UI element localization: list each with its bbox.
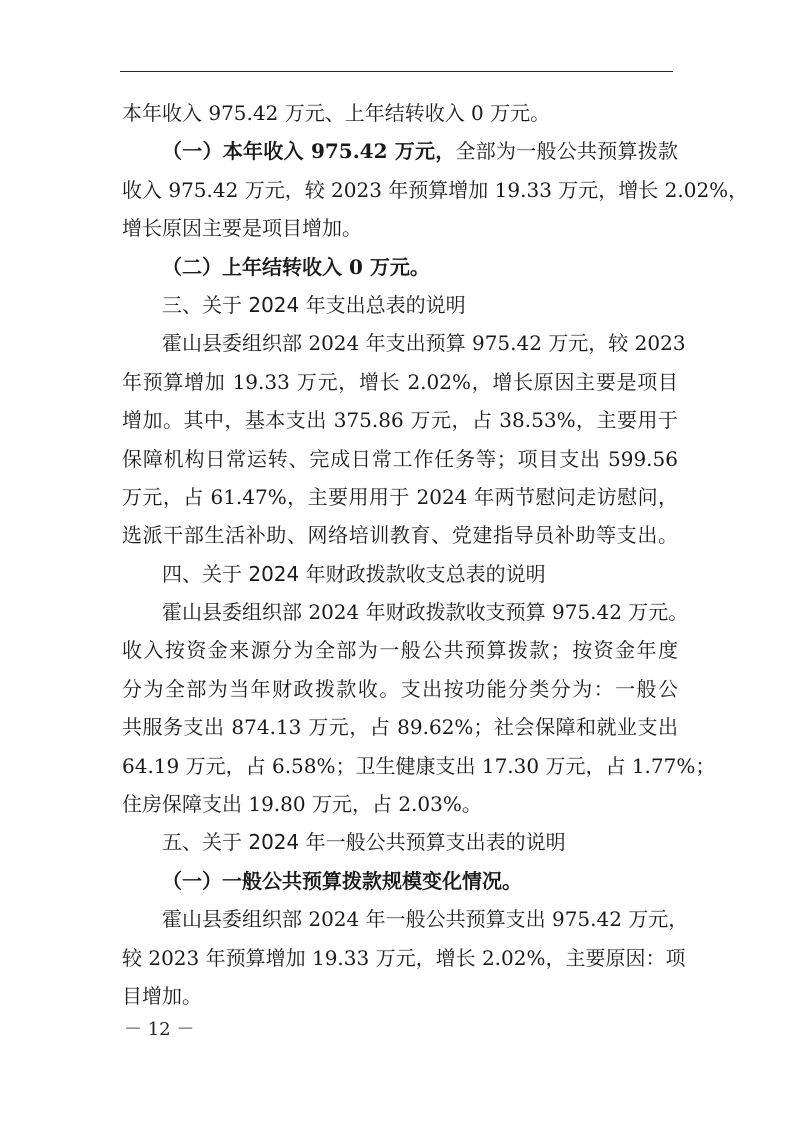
paragraph-line: 选派干部生活补助、网络培训教育、党建指导员补助等支出。 [122, 523, 678, 548]
paragraph-line: 万元，占 61.47%，主要用用于 2024 年两节慰问走访慰问， [122, 484, 678, 509]
income-summary-line [122, 132, 678, 170]
paragraph-line: 保障机构日常运转、完成日常工作任务等；项目支出 599.56 [122, 446, 678, 471]
document-body [122, 94, 749, 1015]
paragraph-line: 住房保障支出 19.80 万元，占 2.03%。 [122, 792, 482, 817]
paragraph-line: 本年收入 975.42 万元、上年结转收入 0 万元。 [122, 101, 551, 125]
paragraph-line: 增长原因主要是项目增加。 [122, 216, 362, 241]
paragraph-line: 共服务支出 874.13 万元，占 89.62%；社会保障和就业支出 [122, 715, 678, 740]
header-rule [120, 71, 673, 72]
paragraph-line: 年预算增加 19.33 万元，增长 2.02%，增长原因主要是项目 [122, 369, 678, 394]
paragraph-line: 较 2023 年预算增加 19.33 万元，增长 2.02%，主要原因：项 [122, 945, 686, 970]
paragraph-line: 收入按资金来源分为全部为一般公共预算拨款；按资金年度 [122, 638, 678, 663]
section-heading: 三、关于 2024 年支出总表的说明 [162, 292, 466, 317]
page-number: － 12 － [124, 1019, 195, 1040]
paragraph-line: 收入 975.42 万元，较 2023 年预算增加 19.33 万元，增长 2.02%， [122, 177, 749, 202]
paragraph-line: 64.19 万元，占 6.58%；卫生健康支出 17.30 万元，占 1.77%； [122, 753, 716, 778]
section-subheading: （一）一般公共预算拨款规模变化情况。 [162, 868, 522, 893]
section-subheading: （二）上年结转收入 0 万元。 [162, 254, 430, 279]
paragraph-line: 霍山县委组织部 2024 年支出预算 975.42 万元，较 2023 [162, 331, 686, 356]
section-subheading: （一）本年收入 975.42 万元， [162, 139, 456, 164]
paragraph-line: 目增加。 [122, 983, 202, 1008]
paragraph-text: 全部为一般公共预算拨款 [455, 139, 679, 164]
section-heading: 五、关于 2024 年一般公共预算支出表的说明 [162, 830, 566, 855]
paragraph-line: 增加。其中，基本支出 375.86 万元，占 38.53%，主要用于 [122, 408, 678, 433]
paragraph-line: 霍山县委组织部 2024 年财政拨款收支预算 975.42 万元。 [162, 600, 689, 625]
section-heading: 四、关于 2024 年财政拨款收支总表的说明 [162, 561, 546, 586]
paragraph-line: 分为全部为当年财政拨款收。支出按功能分类分为：一般公 [122, 676, 678, 701]
paragraph-line: 霍山县委组织部 2024 年一般公共预算支出 975.42 万元， [162, 907, 689, 932]
